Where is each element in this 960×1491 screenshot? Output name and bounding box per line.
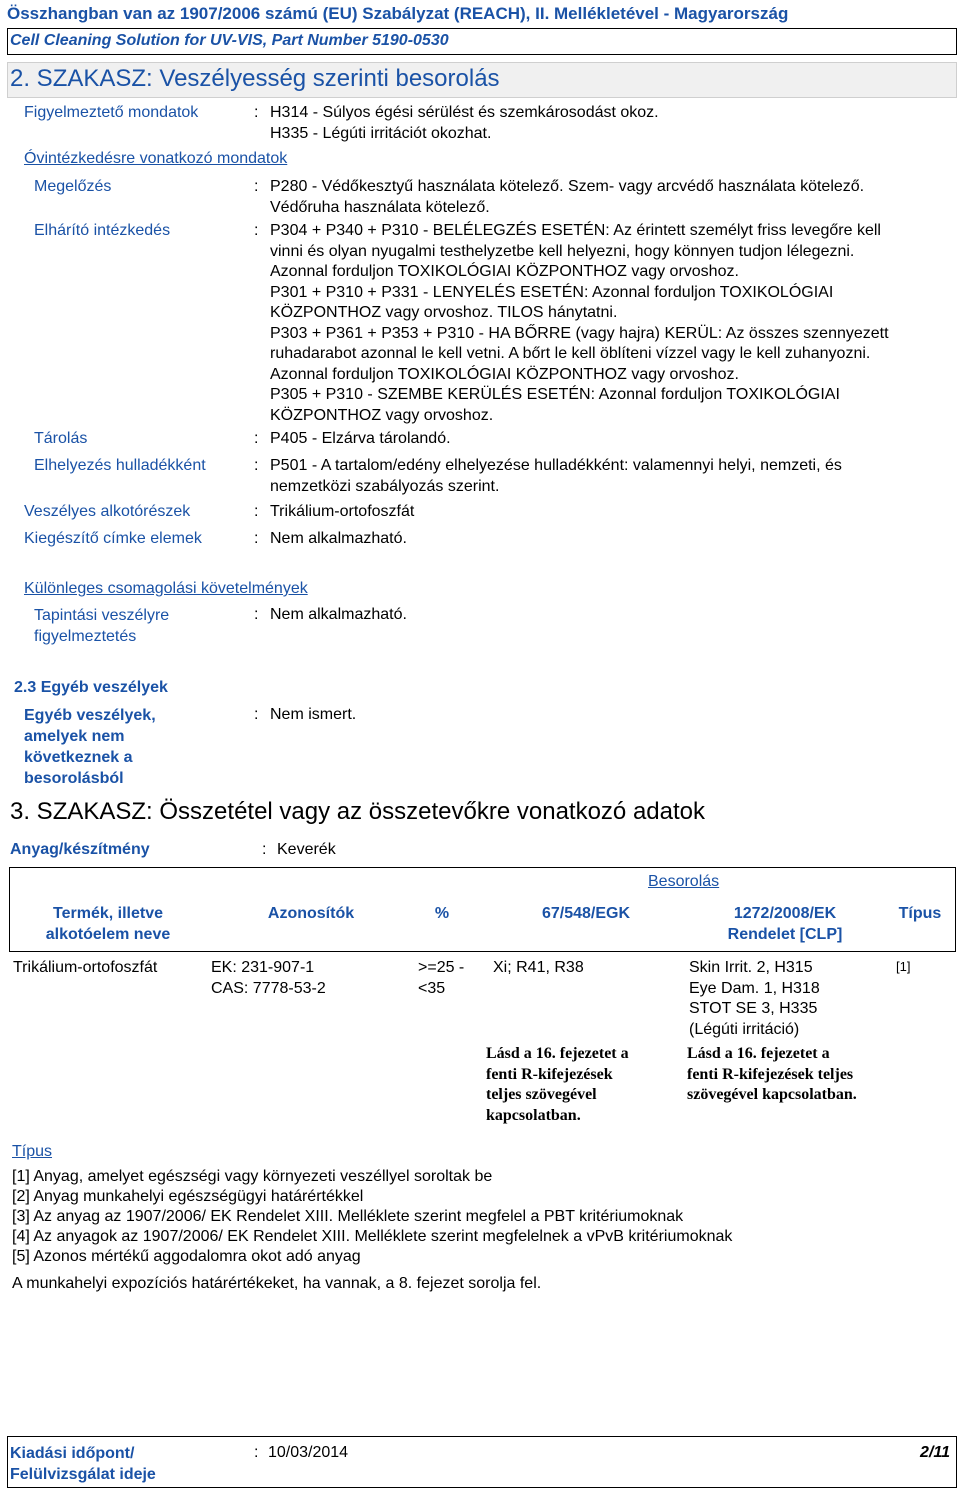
- text-line: Védőruha használata kötelező.: [270, 198, 490, 216]
- row-type: [1]: [896, 959, 911, 974]
- col-header-clp: [700, 903, 870, 945]
- text-line: teljes szövegével: [486, 1086, 597, 1103]
- text-line: nemzetközi szabályozás szerint.: [270, 477, 500, 495]
- label-line: Kiadási időpont/: [10, 1445, 135, 1462]
- type-note: [5] Azonos mértékű aggodalomra okot adó anyag: [12, 1248, 361, 1265]
- col-header-percent: %: [434, 905, 450, 922]
- colon: :: [254, 222, 259, 239]
- section-3-title: 3. SZAKASZ: Összetétel vagy az összetevőkre vonatkozó adatok: [10, 798, 706, 825]
- text-line: (Légúti irritáció): [689, 1020, 800, 1038]
- colon: :: [254, 530, 259, 547]
- text-line: Lásd a 16. fejezetet a: [486, 1045, 629, 1062]
- substance-value: Keverék: [277, 841, 336, 858]
- text-line: CAS: 7778-53-2: [211, 979, 326, 997]
- row-ids: [211, 958, 326, 999]
- text-line: >=25 -: [418, 959, 465, 976]
- precaution-heading: Óvintézkedésre vonatkozó mondatok: [24, 150, 288, 167]
- colon: :: [262, 841, 267, 858]
- col-header-ids: Azonosítók: [267, 905, 355, 922]
- other-hazards-heading: 2.3 Egyéb veszélyek: [14, 679, 168, 696]
- colon: :: [254, 706, 259, 723]
- col-header-name: [18, 903, 198, 945]
- type-heading: Típus: [12, 1143, 53, 1160]
- text-line: P305 + P310 - SZEMBE KERÜLÉS ESETÉN: Azonnal forduljon TOXIKOLÓGIAI: [270, 386, 840, 403]
- text-line: szövegével kapcsolatban.: [687, 1086, 857, 1103]
- text-line: H335 - Légúti irritációt okozhat.: [270, 124, 492, 142]
- section-2-title: 2. SZAKASZ: Veszélyesség szerinti besorolás: [10, 65, 500, 92]
- storage-label: Tárolás: [34, 430, 88, 447]
- hazardous-ingredients-label: Veszélyes alkotórészek: [24, 503, 191, 520]
- colon: :: [254, 457, 259, 474]
- regulation-header: Összhangban van az 1907/2006 számú (EU) Szabályzat (REACH), II. Mellékletével - Magyarország: [7, 4, 789, 23]
- text-line: ruhadarabot azonnal le kell vetni. A bőrt le kell öblíteni vízzel vagy le kell zuhanyozni.: [270, 345, 871, 362]
- hazardous-ingredients-value: Trikálium-ortofoszfát: [270, 503, 415, 520]
- text-line: Lásd a 16. fejezetet a: [687, 1045, 830, 1062]
- classification-heading: Besorolás: [648, 873, 720, 890]
- text-line: P280 - Védőkesztyű használata kötelező. Szem- vagy arcvédő használata kötelező.: [270, 178, 865, 195]
- row-eec: Xi; R41, R38: [493, 959, 584, 976]
- clp-note: [687, 1044, 884, 1106]
- label-line: amelyek nem: [24, 728, 125, 745]
- header-line: 1272/2008/EK: [733, 905, 837, 922]
- footer-date-label: [10, 1443, 156, 1485]
- special-packaging-heading: Különleges csomagolási követelmények: [24, 580, 308, 597]
- label-line: figyelmeztetés: [34, 628, 137, 645]
- label-line: besorolásból: [24, 770, 124, 787]
- text-line: <35: [418, 979, 446, 997]
- text-line: vinni és olyan nyugalmi testhelyzetbe kell helyezni, hogy könnyen tudjon lélegezni.: [270, 242, 855, 260]
- footer-date: 10/03/2014: [268, 1444, 349, 1461]
- label-line: Tapintási veszélyre: [34, 607, 170, 624]
- response-value: [270, 221, 889, 426]
- text-line: fenti R-kifejezések: [486, 1065, 613, 1083]
- supplemental-value: Nem alkalmazható.: [270, 530, 407, 547]
- tactile-label: [34, 605, 169, 647]
- type-notes: [12, 1167, 732, 1267]
- text-line: P304 + P340 + P310 - BELÉLEGZÉS ESETÉN: Az érintett személyt friss levegőre kell: [270, 222, 881, 239]
- text-line: P303 + P361 + P353 + P310 - HA BŐRRE (vagy hajra) KERÜL: Az összes szennyezett: [270, 324, 889, 342]
- label-line: következnek a: [24, 749, 133, 766]
- text-line: EK: 231-907-1: [211, 959, 315, 976]
- text-line: KÖZPONTHOZ vagy orvoshoz.: [270, 406, 494, 424]
- col-header-type: Típus: [898, 905, 942, 922]
- substance-label: Anyag/készítmény: [10, 841, 150, 858]
- row-name: Trikálium-ortofoszfát: [13, 959, 158, 976]
- text-line: fenti R-kifejezések teljes: [687, 1065, 854, 1083]
- prevention-label: Megelőzés: [34, 178, 112, 195]
- text-line: P301 + P310 + P331 - LENYELÉS ESETÉN: Azonnal forduljon TOXIKOLÓGIAI: [270, 283, 834, 301]
- product-name: Cell Cleaning Solution for UV-VIS, Part Number 5190-0530: [10, 32, 449, 49]
- text-line: kapcsolatban.: [486, 1106, 581, 1124]
- type-note: [2] Anyag munkahelyi egészségügyi határértékkel: [12, 1188, 364, 1205]
- text-line: P501 - A tartalom/edény elhelyezése hulladékként: valamennyi helyi, nemzeti, és: [270, 457, 842, 474]
- type-note: [1] Anyag, amelyet egészségi vagy környezeti veszéllyel soroltak be: [12, 1168, 493, 1185]
- eec-note: [486, 1044, 629, 1126]
- text-line: Azonnal forduljon TOXIKOLÓGIAI KÖZPONTHOZ vagy orvoshoz.: [270, 263, 739, 280]
- text-line: Eye Dam. 1, H318: [689, 979, 820, 997]
- label-line: Egyéb veszélyek,: [24, 707, 156, 724]
- header-line: Rendelet [CLP]: [727, 926, 843, 943]
- row-percent: [418, 958, 464, 999]
- text-line: KÖZPONTHOZ vagy orvoshoz. TILOS hánytatni.: [270, 304, 618, 321]
- text-line: H314 - Súlyos égési sérülést és szemkárosodást okoz.: [270, 104, 659, 121]
- label-line: Felülvizsgálat ideje: [10, 1466, 156, 1483]
- storage-value: P405 - Elzárva tárolandó.: [270, 430, 451, 447]
- header-line: alkotóelem neve: [45, 926, 171, 943]
- header-line: Termék, illetve: [53, 905, 163, 922]
- supplemental-label: Kiegészítő címke elemek: [24, 530, 202, 547]
- other-hazards-label: [24, 705, 156, 789]
- text-line: Skin Irrit. 2, H315: [689, 959, 813, 976]
- text-line: STOT SE 3, H335: [689, 1000, 818, 1017]
- disposal-label: Elhelyezés hulladékként: [34, 457, 206, 474]
- prevention-value: [270, 177, 864, 218]
- col-header-eec: 67/548/EGK: [541, 905, 631, 922]
- hazard-statements-label: Figyelmeztető mondatok: [24, 104, 199, 121]
- type-note: [3] Az anyag az 1907/2006/ EK Rendelet XIII. Melléklete szerint megfelel a PBT kritériumoknak: [12, 1208, 684, 1225]
- exposure-note: A munkahelyi expozíciós határértékeket, ha vannak, a 8. fejezet sorolja fel.: [12, 1275, 542, 1292]
- other-hazards-value: Nem ismert.: [270, 706, 357, 723]
- text-line: Azonnal forduljon TOXIKOLÓGIAI KÖZPONTHOZ vagy orvoshoz.: [270, 365, 739, 383]
- response-label: Elhárító intézkedés: [34, 222, 171, 239]
- row-clp: [689, 958, 820, 1040]
- colon: :: [254, 430, 259, 447]
- page-number: 2/11: [920, 1444, 950, 1461]
- hazard-statements-value: [270, 103, 659, 144]
- disposal-value: [270, 456, 842, 497]
- tactile-value: Nem alkalmazható.: [270, 606, 407, 623]
- colon: :: [254, 104, 259, 121]
- colon: :: [254, 503, 259, 520]
- colon: :: [254, 1444, 259, 1461]
- colon: :: [254, 606, 259, 623]
- colon: :: [254, 178, 259, 195]
- type-note: [4] Az anyagok az 1907/2006/ EK Rendelet XIII. Melléklete szerint megfelelnek a vPvB kritériumoknak: [12, 1228, 733, 1245]
